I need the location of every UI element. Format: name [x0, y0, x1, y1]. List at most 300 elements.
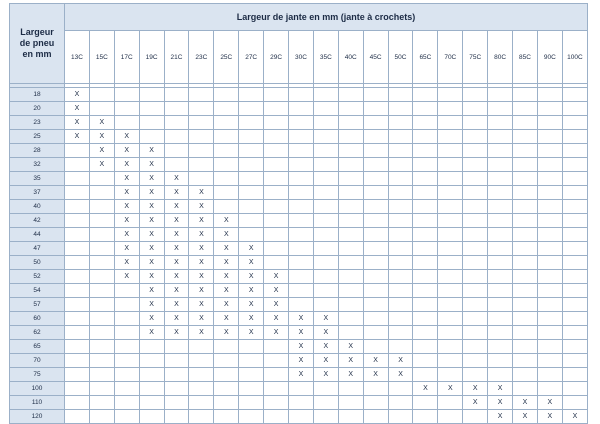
empty-cell — [189, 158, 214, 172]
empty-cell — [513, 186, 538, 200]
empty-cell — [488, 242, 513, 256]
empty-cell — [164, 144, 189, 158]
empty-cell — [89, 200, 114, 214]
empty-cell — [463, 172, 488, 186]
empty-cell — [239, 410, 264, 424]
empty-cell — [363, 116, 388, 130]
empty-cell — [214, 340, 239, 354]
empty-cell — [264, 172, 289, 186]
compatible-mark: X — [139, 172, 164, 186]
empty-cell — [313, 102, 338, 116]
empty-cell — [239, 354, 264, 368]
empty-cell — [488, 102, 513, 116]
tire-width-label: 54 — [10, 284, 65, 298]
empty-cell — [338, 312, 363, 326]
compatible-mark: X — [114, 186, 139, 200]
tire-width-label: 52 — [10, 270, 65, 284]
empty-cell — [388, 88, 413, 102]
empty-cell — [289, 144, 314, 158]
empty-cell — [413, 368, 438, 382]
compatible-mark: X — [289, 340, 314, 354]
empty-cell — [413, 214, 438, 228]
empty-cell — [438, 116, 463, 130]
empty-cell — [239, 368, 264, 382]
compatible-mark: X — [189, 326, 214, 340]
empty-cell — [164, 368, 189, 382]
empty-cell — [463, 158, 488, 172]
compatible-mark: X — [65, 102, 90, 116]
compatible-mark: X — [139, 284, 164, 298]
compatible-mark: X — [463, 382, 488, 396]
empty-cell — [438, 228, 463, 242]
compatible-mark: X — [189, 298, 214, 312]
empty-cell — [537, 102, 562, 116]
empty-cell — [537, 312, 562, 326]
empty-cell — [438, 312, 463, 326]
empty-cell — [114, 102, 139, 116]
empty-cell — [363, 270, 388, 284]
compatible-mark: X — [139, 228, 164, 242]
tire-width-label: 42 — [10, 214, 65, 228]
empty-cell — [537, 200, 562, 214]
compatible-mark: X — [264, 312, 289, 326]
empty-cell — [513, 130, 538, 144]
empty-cell — [363, 130, 388, 144]
empty-cell — [338, 186, 363, 200]
empty-cell — [65, 340, 90, 354]
empty-cell — [313, 172, 338, 186]
compatible-mark: X — [313, 368, 338, 382]
empty-cell — [513, 270, 538, 284]
empty-cell — [239, 340, 264, 354]
empty-cell — [65, 214, 90, 228]
compatible-mark: X — [164, 326, 189, 340]
rim-width-header-45c: 45C — [363, 31, 388, 84]
empty-cell — [65, 396, 90, 410]
empty-cell — [313, 242, 338, 256]
empty-cell — [388, 214, 413, 228]
compatible-mark: X — [313, 354, 338, 368]
compatible-mark: X — [164, 242, 189, 256]
tire-width-label: 40 — [10, 200, 65, 214]
tire-width-header-line2: de pneu — [19, 38, 55, 48]
table-row — [10, 102, 588, 116]
empty-cell — [289, 186, 314, 200]
empty-cell — [363, 242, 388, 256]
empty-cell — [513, 340, 538, 354]
compatible-mark: X — [189, 312, 214, 326]
table-row — [10, 214, 588, 228]
tire-width-label: 120 — [10, 410, 65, 424]
empty-cell — [488, 172, 513, 186]
empty-cell — [89, 382, 114, 396]
compatible-mark: X — [114, 270, 139, 284]
empty-cell — [438, 172, 463, 186]
empty-cell — [189, 116, 214, 130]
empty-cell — [338, 88, 363, 102]
empty-cell — [438, 284, 463, 298]
empty-cell — [189, 368, 214, 382]
empty-cell — [264, 382, 289, 396]
empty-cell — [363, 326, 388, 340]
compatible-mark: X — [513, 396, 538, 410]
empty-cell — [338, 228, 363, 242]
compatibility-table-container — [9, 3, 588, 424]
empty-cell — [139, 116, 164, 130]
compatible-mark: X — [65, 130, 90, 144]
compatible-mark: X — [513, 410, 538, 424]
empty-cell — [537, 256, 562, 270]
empty-cell — [562, 200, 587, 214]
empty-cell — [214, 144, 239, 158]
empty-cell — [413, 242, 438, 256]
empty-cell — [413, 158, 438, 172]
empty-cell — [438, 200, 463, 214]
empty-cell — [239, 382, 264, 396]
rim-width-header-100c: 100C — [562, 31, 587, 84]
empty-cell — [413, 410, 438, 424]
compatible-mark: X — [338, 368, 363, 382]
empty-cell — [114, 410, 139, 424]
compatible-mark: X — [139, 298, 164, 312]
compatible-mark: X — [89, 116, 114, 130]
empty-cell — [363, 228, 388, 242]
empty-cell — [513, 158, 538, 172]
empty-cell — [313, 200, 338, 214]
empty-cell — [114, 340, 139, 354]
empty-cell — [438, 88, 463, 102]
empty-cell — [214, 102, 239, 116]
compatible-mark: X — [164, 186, 189, 200]
compatible-mark: X — [164, 214, 189, 228]
compatible-mark: X — [189, 214, 214, 228]
compatible-mark: X — [239, 284, 264, 298]
compatible-mark: X — [139, 158, 164, 172]
empty-cell — [289, 284, 314, 298]
empty-cell — [89, 298, 114, 312]
compatible-mark: X — [164, 270, 189, 284]
empty-cell — [239, 186, 264, 200]
empty-cell — [214, 410, 239, 424]
empty-cell — [562, 340, 587, 354]
table-row — [10, 284, 588, 298]
empty-cell — [338, 172, 363, 186]
tire-width-label: 60 — [10, 312, 65, 326]
empty-cell — [488, 354, 513, 368]
empty-cell — [89, 214, 114, 228]
compatible-mark: X — [488, 382, 513, 396]
table-row — [10, 270, 588, 284]
empty-cell — [114, 368, 139, 382]
rim-width-header-17c: 17C — [114, 31, 139, 84]
empty-cell — [139, 354, 164, 368]
empty-cell — [313, 228, 338, 242]
empty-cell — [537, 382, 562, 396]
empty-cell — [65, 172, 90, 186]
empty-cell — [488, 158, 513, 172]
compatible-mark: X — [139, 144, 164, 158]
compatible-mark: X — [114, 228, 139, 242]
empty-cell — [214, 396, 239, 410]
compatible-mark: X — [189, 228, 214, 242]
empty-cell — [363, 158, 388, 172]
compatible-mark: X — [139, 326, 164, 340]
empty-cell — [488, 256, 513, 270]
compatible-mark: X — [562, 410, 587, 424]
empty-cell — [562, 116, 587, 130]
empty-cell — [264, 130, 289, 144]
empty-cell — [513, 312, 538, 326]
empty-cell — [139, 102, 164, 116]
table-row — [10, 256, 588, 270]
compatible-mark: X — [289, 354, 314, 368]
rim-width-header-21c: 21C — [164, 31, 189, 84]
empty-cell — [463, 186, 488, 200]
compatible-mark: X — [313, 312, 338, 326]
empty-cell — [338, 284, 363, 298]
empty-cell — [139, 88, 164, 102]
rim-width-header-23c: 23C — [189, 31, 214, 84]
empty-cell — [65, 228, 90, 242]
empty-cell — [513, 368, 538, 382]
empty-cell — [537, 116, 562, 130]
empty-cell — [338, 158, 363, 172]
empty-cell — [537, 298, 562, 312]
empty-cell — [289, 116, 314, 130]
compatible-mark: X — [488, 396, 513, 410]
empty-cell — [313, 410, 338, 424]
empty-cell — [413, 144, 438, 158]
rim-width-header-13c: 13C — [65, 31, 90, 84]
compatible-mark: X — [139, 200, 164, 214]
empty-cell — [463, 312, 488, 326]
empty-cell — [438, 102, 463, 116]
empty-cell — [513, 284, 538, 298]
rim-width-header-40c: 40C — [338, 31, 363, 84]
empty-cell — [114, 284, 139, 298]
empty-cell — [413, 88, 438, 102]
empty-cell — [438, 130, 463, 144]
empty-cell — [313, 144, 338, 158]
compatible-mark: X — [239, 270, 264, 284]
compatible-mark: X — [264, 284, 289, 298]
empty-cell — [388, 382, 413, 396]
empty-cell — [139, 130, 164, 144]
empty-cell — [289, 382, 314, 396]
compatible-mark: X — [214, 312, 239, 326]
empty-cell — [214, 158, 239, 172]
empty-cell — [289, 172, 314, 186]
empty-cell — [413, 102, 438, 116]
empty-cell — [214, 368, 239, 382]
empty-cell — [388, 340, 413, 354]
empty-cell — [114, 382, 139, 396]
compatible-mark: X — [338, 354, 363, 368]
empty-cell — [413, 354, 438, 368]
empty-cell — [89, 270, 114, 284]
empty-cell — [513, 256, 538, 270]
empty-cell — [289, 102, 314, 116]
compatible-mark: X — [488, 410, 513, 424]
empty-cell — [313, 88, 338, 102]
empty-cell — [513, 214, 538, 228]
empty-cell — [65, 144, 90, 158]
empty-cell — [488, 186, 513, 200]
empty-cell — [89, 368, 114, 382]
compatible-mark: X — [139, 242, 164, 256]
empty-cell — [338, 214, 363, 228]
compatible-mark: X — [214, 242, 239, 256]
empty-cell — [363, 172, 388, 186]
compatible-mark: X — [164, 284, 189, 298]
empty-cell — [488, 200, 513, 214]
compatible-mark: X — [264, 270, 289, 284]
empty-cell — [513, 228, 538, 242]
empty-cell — [89, 340, 114, 354]
empty-cell — [537, 354, 562, 368]
empty-cell — [289, 396, 314, 410]
empty-cell — [562, 396, 587, 410]
table-row — [10, 340, 588, 354]
empty-cell — [488, 326, 513, 340]
empty-cell — [388, 130, 413, 144]
empty-cell — [189, 88, 214, 102]
rim-width-header-90c: 90C — [537, 31, 562, 84]
table-row — [10, 200, 588, 214]
tire-width-header — [10, 4, 65, 84]
empty-cell — [239, 200, 264, 214]
empty-cell — [463, 144, 488, 158]
empty-cell — [537, 270, 562, 284]
empty-cell — [562, 102, 587, 116]
empty-cell — [289, 228, 314, 242]
empty-cell — [438, 396, 463, 410]
empty-cell — [313, 396, 338, 410]
empty-cell — [413, 228, 438, 242]
empty-cell — [488, 228, 513, 242]
empty-cell — [313, 256, 338, 270]
empty-cell — [189, 354, 214, 368]
empty-cell — [562, 130, 587, 144]
empty-cell — [363, 214, 388, 228]
empty-cell — [189, 396, 214, 410]
empty-cell — [89, 284, 114, 298]
empty-cell — [463, 214, 488, 228]
tire-width-label: 65 — [10, 340, 65, 354]
rim-width-header-19c: 19C — [139, 31, 164, 84]
empty-cell — [214, 88, 239, 102]
tire-width-label: 100 — [10, 382, 65, 396]
empty-cell — [338, 382, 363, 396]
tire-width-label: 32 — [10, 158, 65, 172]
empty-cell — [65, 312, 90, 326]
empty-cell — [65, 186, 90, 200]
tire-rim-compatibility-table — [9, 3, 588, 424]
empty-cell — [537, 228, 562, 242]
empty-cell — [438, 354, 463, 368]
empty-cell — [438, 326, 463, 340]
empty-cell — [239, 396, 264, 410]
empty-cell — [513, 200, 538, 214]
tire-width-label: 44 — [10, 228, 65, 242]
empty-cell — [562, 312, 587, 326]
empty-cell — [388, 256, 413, 270]
empty-cell — [313, 270, 338, 284]
compatible-mark: X — [189, 200, 214, 214]
compatible-mark: X — [239, 312, 264, 326]
empty-cell — [264, 256, 289, 270]
tire-width-label: 75 — [10, 368, 65, 382]
empty-cell — [264, 228, 289, 242]
empty-cell — [239, 102, 264, 116]
empty-cell — [388, 144, 413, 158]
empty-cell — [413, 200, 438, 214]
empty-cell — [289, 256, 314, 270]
tire-width-label: 57 — [10, 298, 65, 312]
empty-cell — [438, 270, 463, 284]
empty-cell — [537, 242, 562, 256]
compatible-mark: X — [289, 312, 314, 326]
empty-cell — [338, 102, 363, 116]
empty-cell — [413, 396, 438, 410]
compatible-mark: X — [139, 256, 164, 270]
empty-cell — [214, 382, 239, 396]
empty-cell — [388, 284, 413, 298]
compatible-mark: X — [139, 270, 164, 284]
empty-cell — [264, 354, 289, 368]
rim-width-header-75c: 75C — [463, 31, 488, 84]
empty-cell — [338, 116, 363, 130]
rim-width-header-25c: 25C — [214, 31, 239, 84]
empty-cell — [114, 116, 139, 130]
empty-cell — [488, 340, 513, 354]
empty-cell — [164, 340, 189, 354]
empty-cell — [338, 326, 363, 340]
empty-cell — [289, 298, 314, 312]
empty-cell — [562, 144, 587, 158]
empty-cell — [537, 368, 562, 382]
compatible-mark: X — [214, 228, 239, 242]
compatible-mark: X — [139, 214, 164, 228]
empty-cell — [114, 396, 139, 410]
empty-cell — [164, 354, 189, 368]
table-row — [10, 158, 588, 172]
empty-cell — [189, 172, 214, 186]
tire-width-label: 20 — [10, 102, 65, 116]
compatible-mark: X — [264, 298, 289, 312]
empty-cell — [513, 326, 538, 340]
empty-cell — [413, 326, 438, 340]
empty-cell — [413, 172, 438, 186]
compatible-mark: X — [114, 130, 139, 144]
empty-cell — [89, 88, 114, 102]
empty-cell — [562, 354, 587, 368]
empty-cell — [114, 298, 139, 312]
empty-cell — [289, 200, 314, 214]
empty-cell — [289, 88, 314, 102]
table-row — [10, 354, 588, 368]
empty-cell — [363, 396, 388, 410]
empty-cell — [214, 130, 239, 144]
compatible-mark: X — [289, 368, 314, 382]
empty-cell — [89, 102, 114, 116]
rim-width-title: Largeur de jante en mm (jante à crochets) — [65, 4, 588, 31]
empty-cell — [537, 340, 562, 354]
empty-cell — [513, 354, 538, 368]
empty-cell — [463, 270, 488, 284]
empty-cell — [65, 298, 90, 312]
rim-width-header-70c: 70C — [438, 31, 463, 84]
